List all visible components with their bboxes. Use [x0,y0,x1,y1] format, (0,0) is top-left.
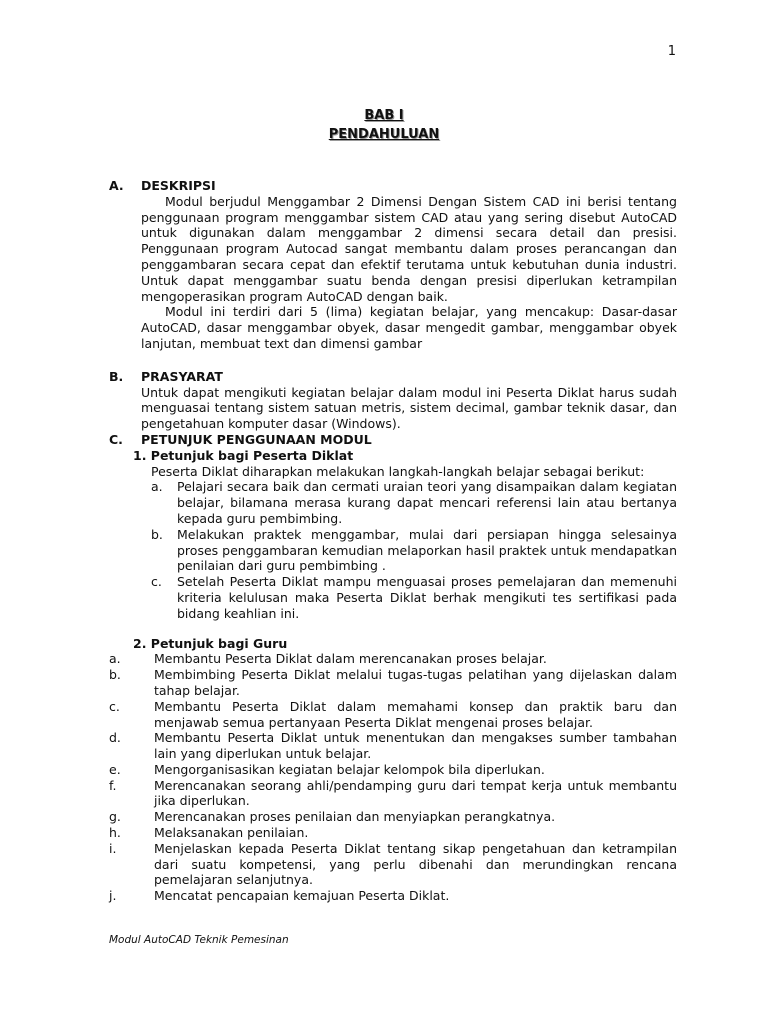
list-marker: a. [151,479,163,495]
section-a-heading [109,178,677,194]
list-item [109,841,677,888]
list-item [109,778,677,810]
list-marker: g. [109,809,121,825]
list-item [109,699,677,731]
list-marker: d. [109,730,121,746]
list-text: Mencatat pencapaian kemajuan Peserta Diklat. [154,888,450,904]
page-number: 1 [667,44,676,59]
peserta-steps-list [151,479,677,621]
list-item [109,809,677,825]
list-text: Membimbing Peserta Diklat melalui tugas-tugas pelatihan yang dijelaskan dalam tahap belajar. [154,667,677,698]
petunjuk-peserta-intro: Peserta Diklat diharapkan melakukan langkah-langkah belajar sebagai berikut: [151,463,645,479]
list-text: Melakukan praktek menggambar, mulai dari persiapan hingga selesainya proses penggambaran kemudian melaporkan hasil praktek untuk mendapatkan penilaian dari guru pembimbing . [177,526,677,574]
section-title: PRASYARAT [141,368,223,384]
list-marker: b. [109,667,121,683]
chapter-number: BAB I [364,108,404,123]
prasyarat-paragraph: Untuk dapat mengikuti kegiatan belajar dalam modul ini Peserta Diklat harus sudah menguasai tentang sistem satuan metris, sistem decimal, gambar teknik dasar, dan pengetahuan komputer dasar (Windows). [141,384,677,432]
list-text: Pelajari secara baik dan cermati uraian teori yang disampaikan dalam kegiatan belajar, bilamana merasa kurang dapat mencari referensi lain atau bertanya kepada guru pembimbing. [177,479,677,526]
list-item [109,730,677,762]
section-letter: A. [109,178,124,193]
section-b-heading [109,369,677,385]
section-title: PETUNJUK PENGGUNAAN MODUL [141,431,372,447]
list-marker: h. [109,825,121,841]
deskripsi-paragraph-2: Modul ini terdiri dari 5 (lima) kegiatan belajar, yang mencakup: Dasar-dasar AutoCAD, dasar menggambar obyek, dasar mengedit gambar, menggambar obyek lanjutan, membuat text dan dimensi gambar [141,304,677,351]
list-text: Membantu Peserta Diklat dalam merencanakan proses belajar. [154,651,547,667]
petunjuk-peserta-heading: 1. Petunjuk bagi Peserta Diklat [133,447,354,463]
list-text: Setelah Peserta Diklat mampu menguasai proses pemelajaran dan memenuhi kriteria kelulusan maka Peserta Diklat berhak mengikuti tes sertifikasi pada bidang keahlian ini. [177,574,677,621]
list-marker: f. [109,777,117,793]
list-text: Merencanakan seorang ahli/pendamping guru dari tempat kerja untuk membantu jika diperlukan. [154,777,677,809]
section-c-heading [109,432,677,448]
chapter-title: PENDAHULUAN [328,127,440,142]
deskripsi-paragraph-1: Modul berjudul Menggambar 2 Dimensi Dengan Sistem CAD ini berisi tentang penggunaan program menggambar sistem CAD atau yang sering disebut AutoCAD untuk digunakan dalam menggambar 2 dimensi secara detail dan presisi. Penggunaan program Autocad sangat membantu dalam proses perancangan dan penggambaran secara cepat dan efektif terutama untuk kebutuhan dunia industri. Untuk dapat menggambar suatu benda dengan presisi diperlukan ketrampilan mengoperasikan program AutoCAD dengan baik. [141,193,677,304]
list-marker: a. [109,651,121,667]
page-footer: Modul AutoCAD Teknik Pemesinan [109,934,289,946]
list-item [151,574,677,621]
list-marker: i. [109,840,117,856]
list-marker: c. [151,574,162,590]
list-text: Merencanakan proses penilaian dan menyiapkan perangkatnya. [154,809,556,825]
list-text: Mengorganisasikan kegiatan belajar kelompok bila diperlukan. [154,761,545,777]
list-item [151,479,677,526]
section-letter: C. [109,431,123,447]
list-item [109,825,677,841]
list-item [109,888,677,904]
petunjuk-guru-heading: 2. Petunjuk bagi Guru [133,635,288,651]
document-body [109,178,677,904]
chapter-heading [0,106,768,144]
list-item [109,651,677,667]
list-marker: c. [109,698,120,714]
list-marker: e. [109,761,121,777]
list-marker: j. [109,888,117,904]
section-title: DESKRIPSI [141,178,216,193]
list-text: Melaksanakan penilaian. [154,825,309,841]
list-item [109,667,677,699]
list-text: Membantu Peserta Diklat untuk menentukan dan mengakses sumber tambahan lain yang diperlukan untuk belajar. [154,730,677,762]
section-letter: B. [109,368,124,384]
list-item [151,527,677,574]
guru-steps-list [109,651,677,904]
list-item [109,762,677,778]
list-marker: b. [151,526,163,542]
list-text: Menjelaskan kepada Peserta Diklat tentang sikap pengetahuan dan ketrampilan dari suatu kompetensi, yang perlu dibenahi dan merundingkan rencana pemelajaran selanjutnya. [154,840,677,888]
list-text: Membantu Peserta Diklat dalam memahami konsep dan praktik baru dan menjawab semua pertanyaan Peserta Diklat mengenai proses belajar. [154,698,677,730]
